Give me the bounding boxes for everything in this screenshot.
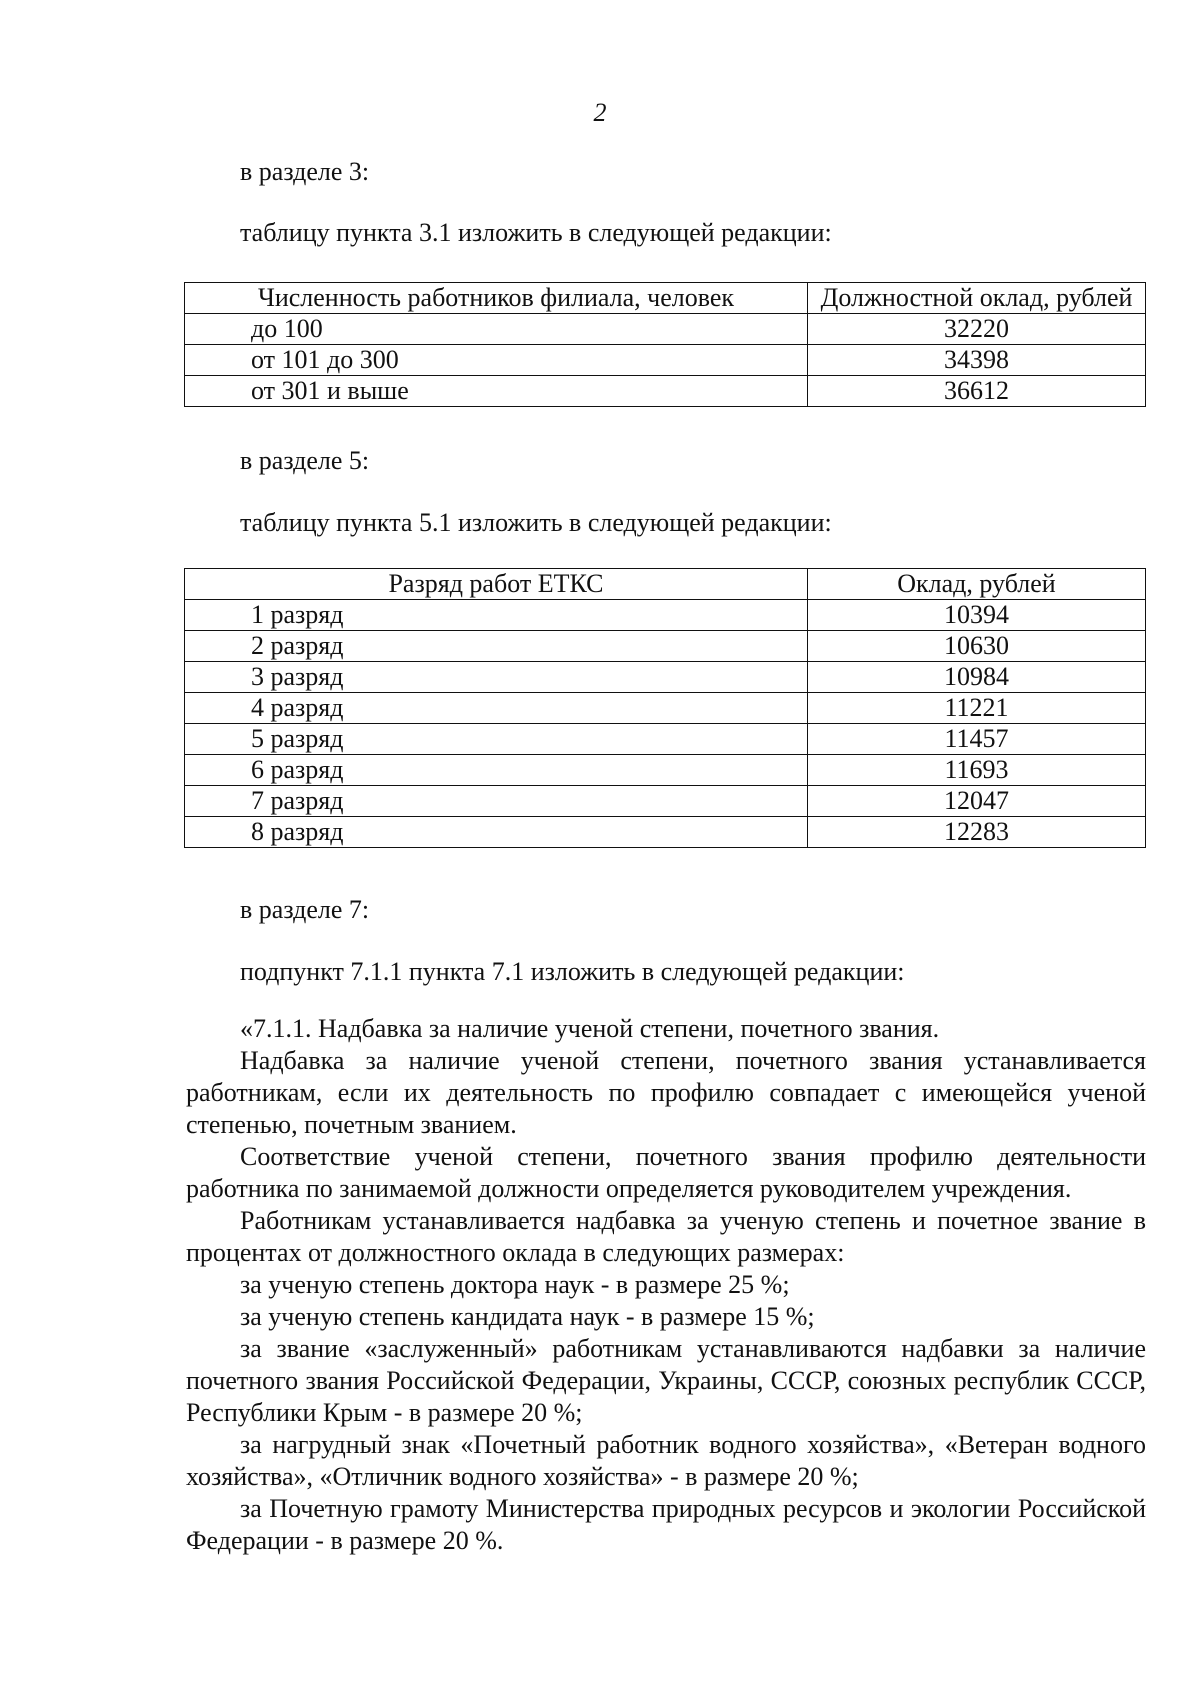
paragraph: «7.1.1. Надбавка за наличие ученой степени, почетного звания. bbox=[240, 1014, 940, 1043]
table-header-row bbox=[185, 283, 1146, 314]
table-row bbox=[185, 376, 1146, 407]
table-cell: 12047 bbox=[808, 786, 1146, 817]
table-cell: до 100 bbox=[185, 314, 808, 345]
table-cell: 32220 bbox=[808, 314, 1146, 345]
paragraph: за ученую степень доктора наук - в размере 25 %; bbox=[240, 1270, 790, 1299]
paragraph: за нагрудный знак «Почетный работник водного хозяйства», «Ветеран водного хозяйства», «Отличник водного хозяйства» - в размере 20 %; bbox=[186, 1430, 1146, 1491]
table-5-1 bbox=[184, 568, 1146, 848]
table-header-cell: Должностной оклад, рублей bbox=[808, 283, 1146, 314]
paragraph: Надбавка за наличие ученой степени, почетного звания устанавливается работникам, если их деятельность по профилю совпадает с имеющейся ученой степенью, почетным званием. bbox=[186, 1046, 1146, 1139]
subsection-7-1-1 bbox=[186, 1013, 1146, 1557]
table-cell: 12283 bbox=[808, 817, 1146, 848]
table-cell: 11221 bbox=[808, 693, 1146, 724]
section-7-intro: подпункт 7.1.1 пункта 7.1 изложить в следующей редакции: bbox=[240, 957, 905, 986]
table-header-cell: Численность работников филиала, человек bbox=[185, 283, 808, 314]
table-3-1 bbox=[184, 282, 1146, 407]
table-cell: 1 разряд bbox=[185, 600, 808, 631]
paragraph: за звание «заслуженный» работникам устанавливаются надбавки за наличие почетного звания Российской Федерации, Украины, СССР, союзных республик СССР, Республики Крым - в размере 20 %; bbox=[186, 1334, 1146, 1427]
table-cell: 10630 bbox=[808, 631, 1146, 662]
paragraph: за ученую степень кандидата наук - в размере 15 %; bbox=[240, 1302, 815, 1331]
table-row bbox=[185, 600, 1146, 631]
table-cell: 7 разряд bbox=[185, 786, 808, 817]
table-row bbox=[185, 345, 1146, 376]
section-3-intro: таблицу пункта 3.1 изложить в следующей редакции: bbox=[240, 218, 832, 247]
paragraph: за Почетную грамоту Министерства природных ресурсов и экологии Российской Федерации - в размере 20 %. bbox=[186, 1494, 1146, 1555]
table-row bbox=[185, 314, 1146, 345]
table-row bbox=[185, 631, 1146, 662]
table-cell: 10394 bbox=[808, 600, 1146, 631]
table-cell: 6 разряд bbox=[185, 755, 808, 786]
table-header-cell: Разряд работ ЕТКС bbox=[185, 569, 808, 600]
table-header-row bbox=[185, 569, 1146, 600]
section-5-intro: таблицу пункта 5.1 изложить в следующей редакции: bbox=[240, 508, 832, 537]
table-row bbox=[185, 786, 1146, 817]
table-cell: 4 разряд bbox=[185, 693, 808, 724]
table-cell: 10984 bbox=[808, 662, 1146, 693]
table-row bbox=[185, 693, 1146, 724]
section-3-heading: в разделе 3: bbox=[240, 157, 370, 186]
paragraph: Работникам устанавливается надбавка за ученую степень и почетное звание в процентах от должностного оклада в следующих размерах: bbox=[186, 1206, 1146, 1267]
section-7-heading: в разделе 7: bbox=[240, 895, 370, 924]
table-cell: 5 разряд bbox=[185, 724, 808, 755]
paragraph: Соответствие ученой степени, почетного звания профилю деятельности работника по занимаемой должности определяется руководителем учреждения. bbox=[186, 1142, 1146, 1203]
page-number: 2 bbox=[593, 98, 607, 127]
table-cell: 3 разряд bbox=[185, 662, 808, 693]
table-cell: 34398 bbox=[808, 345, 1146, 376]
table-header-cell: Оклад, рублей bbox=[808, 569, 1146, 600]
table-cell: от 301 и выше bbox=[185, 376, 808, 407]
table-cell: 2 разряд bbox=[185, 631, 808, 662]
table-row bbox=[185, 755, 1146, 786]
section-5-heading: в разделе 5: bbox=[240, 446, 370, 475]
table-cell: 36612 bbox=[808, 376, 1146, 407]
table-cell: 8 разряд bbox=[185, 817, 808, 848]
table-cell: 11693 bbox=[808, 755, 1146, 786]
table-cell: 11457 bbox=[808, 724, 1146, 755]
table-cell: от 101 до 300 bbox=[185, 345, 808, 376]
table-row bbox=[185, 724, 1146, 755]
table-row bbox=[185, 817, 1146, 848]
table-row bbox=[185, 662, 1146, 693]
